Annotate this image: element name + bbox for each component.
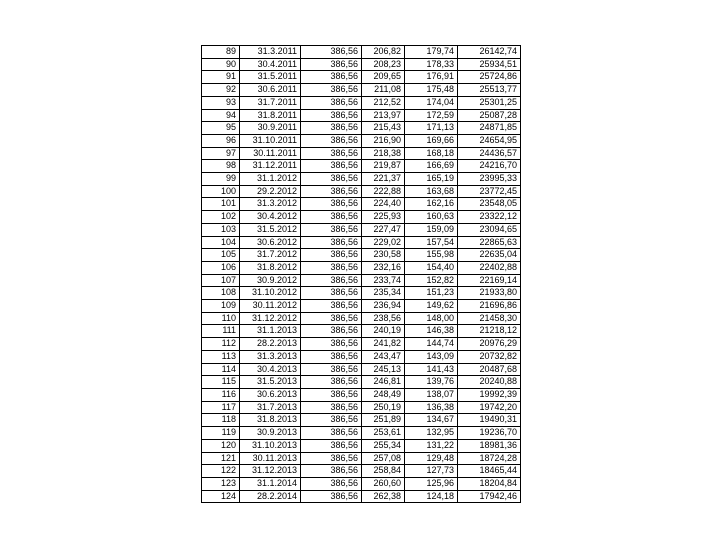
balance-cell: 23995,33 <box>458 173 521 186</box>
principal-cell: 218,38 <box>362 147 405 160</box>
payment-cell: 386,56 <box>301 223 362 236</box>
balance-cell: 21458,30 <box>458 312 521 325</box>
principal-cell: 246,81 <box>362 376 405 389</box>
row-number-cell: 104 <box>202 236 240 249</box>
principal-cell: 224,40 <box>362 198 405 211</box>
date-cell: 31.7.2013 <box>240 401 301 414</box>
interest-cell: 125,96 <box>405 477 458 490</box>
interest-cell: 162,16 <box>405 198 458 211</box>
date-cell: 31.8.2011 <box>240 109 301 122</box>
row-number-cell: 109 <box>202 300 240 313</box>
row-number-cell: 101 <box>202 198 240 211</box>
table-row <box>202 71 521 84</box>
table-row <box>202 376 521 389</box>
payment-cell: 386,56 <box>301 300 362 313</box>
interest-cell: 176,91 <box>405 71 458 84</box>
payment-cell: 386,56 <box>301 211 362 224</box>
row-number-cell: 92 <box>202 84 240 97</box>
payment-cell: 386,56 <box>301 452 362 465</box>
principal-cell: 238,56 <box>362 312 405 325</box>
row-number-cell: 122 <box>202 465 240 478</box>
balance-cell: 17942,46 <box>458 490 521 503</box>
row-number-cell: 94 <box>202 109 240 122</box>
balance-cell: 18724,28 <box>458 452 521 465</box>
principal-cell: 213,97 <box>362 109 405 122</box>
balance-cell: 20487,68 <box>458 363 521 376</box>
row-number-cell: 100 <box>202 185 240 198</box>
payment-cell: 386,56 <box>301 338 362 351</box>
schedule-table-container <box>201 45 520 503</box>
date-cell: 29.2.2012 <box>240 185 301 198</box>
date-cell: 30.6.2013 <box>240 388 301 401</box>
payment-cell: 386,56 <box>301 388 362 401</box>
date-cell: 31.7.2012 <box>240 249 301 262</box>
table-row <box>202 465 521 478</box>
principal-cell: 209,65 <box>362 71 405 84</box>
interest-cell: 166,69 <box>405 160 458 173</box>
row-number-cell: 110 <box>202 312 240 325</box>
payment-cell: 386,56 <box>301 84 362 97</box>
principal-cell: 216,90 <box>362 134 405 147</box>
payment-cell: 386,56 <box>301 58 362 71</box>
date-cell: 31.1.2013 <box>240 325 301 338</box>
row-number-cell: 113 <box>202 350 240 363</box>
payment-cell: 386,56 <box>301 261 362 274</box>
row-number-cell: 103 <box>202 223 240 236</box>
principal-cell: 250,19 <box>362 401 405 414</box>
table-row <box>202 84 521 97</box>
interest-cell: 178,33 <box>405 58 458 71</box>
date-cell: 31.1.2014 <box>240 477 301 490</box>
interest-cell: 168,18 <box>405 147 458 160</box>
interest-cell: 129,48 <box>405 452 458 465</box>
table-row <box>202 350 521 363</box>
payment-cell: 386,56 <box>301 249 362 262</box>
table-row <box>202 414 521 427</box>
balance-cell: 25087,28 <box>458 109 521 122</box>
table-row <box>202 261 521 274</box>
principal-cell: 253,61 <box>362 427 405 440</box>
balance-cell: 19490,31 <box>458 414 521 427</box>
row-number-cell: 108 <box>202 287 240 300</box>
balance-cell: 22635,04 <box>458 249 521 262</box>
table-row <box>202 173 521 186</box>
payment-cell: 386,56 <box>301 465 362 478</box>
row-number-cell: 118 <box>202 414 240 427</box>
table-row <box>202 287 521 300</box>
interest-cell: 151,23 <box>405 287 458 300</box>
table-row <box>202 490 521 503</box>
date-cell: 30.11.2012 <box>240 300 301 313</box>
date-cell: 31.12.2011 <box>240 160 301 173</box>
row-number-cell: 121 <box>202 452 240 465</box>
interest-cell: 132,95 <box>405 427 458 440</box>
payment-cell: 386,56 <box>301 490 362 503</box>
principal-cell: 258,84 <box>362 465 405 478</box>
table-row <box>202 249 521 262</box>
interest-cell: 165,19 <box>405 173 458 186</box>
payment-cell: 386,56 <box>301 312 362 325</box>
payment-cell: 386,56 <box>301 160 362 173</box>
interest-cell: 174,04 <box>405 96 458 109</box>
balance-cell: 23322,12 <box>458 211 521 224</box>
interest-cell: 154,40 <box>405 261 458 274</box>
row-number-cell: 112 <box>202 338 240 351</box>
row-number-cell: 106 <box>202 261 240 274</box>
row-number-cell: 102 <box>202 211 240 224</box>
date-cell: 30.9.2012 <box>240 274 301 287</box>
date-cell: 30.9.2013 <box>240 427 301 440</box>
payment-cell: 386,56 <box>301 414 362 427</box>
payment-cell: 386,56 <box>301 122 362 135</box>
interest-cell: 157,54 <box>405 236 458 249</box>
table-row <box>202 198 521 211</box>
table-row <box>202 185 521 198</box>
table-row <box>202 109 521 122</box>
balance-cell: 25724,86 <box>458 71 521 84</box>
balance-cell: 23548,05 <box>458 198 521 211</box>
row-number-cell: 98 <box>202 160 240 173</box>
table-row <box>202 338 521 351</box>
payment-cell: 386,56 <box>301 477 362 490</box>
payment-cell: 386,56 <box>301 325 362 338</box>
balance-cell: 22402,88 <box>458 261 521 274</box>
row-number-cell: 105 <box>202 249 240 262</box>
principal-cell: 219,87 <box>362 160 405 173</box>
table-row <box>202 300 521 313</box>
principal-cell: 212,52 <box>362 96 405 109</box>
date-cell: 30.9.2011 <box>240 122 301 135</box>
row-number-cell: 89 <box>202 46 240 59</box>
date-cell: 31.3.2013 <box>240 350 301 363</box>
payment-cell: 386,56 <box>301 71 362 84</box>
interest-cell: 124,18 <box>405 490 458 503</box>
interest-cell: 131,22 <box>405 439 458 452</box>
principal-cell: 236,94 <box>362 300 405 313</box>
balance-cell: 22865,63 <box>458 236 521 249</box>
balance-cell: 24654,95 <box>458 134 521 147</box>
balance-cell: 20732,82 <box>458 350 521 363</box>
principal-cell: 235,34 <box>362 287 405 300</box>
interest-cell: 138,07 <box>405 388 458 401</box>
balance-cell: 22169,14 <box>458 274 521 287</box>
balance-cell: 24436,57 <box>458 147 521 160</box>
interest-cell: 175,48 <box>405 84 458 97</box>
principal-cell: 206,82 <box>362 46 405 59</box>
date-cell: 30.6.2011 <box>240 84 301 97</box>
payment-cell: 386,56 <box>301 350 362 363</box>
payment-cell: 386,56 <box>301 109 362 122</box>
date-cell: 31.12.2012 <box>240 312 301 325</box>
table-row <box>202 312 521 325</box>
principal-cell: 257,08 <box>362 452 405 465</box>
payment-cell: 386,56 <box>301 287 362 300</box>
principal-cell: 232,16 <box>362 261 405 274</box>
balance-cell: 18981,36 <box>458 439 521 452</box>
row-number-cell: 93 <box>202 96 240 109</box>
balance-cell: 25301,25 <box>458 96 521 109</box>
payment-cell: 386,56 <box>301 439 362 452</box>
table-row <box>202 439 521 452</box>
date-cell: 31.5.2013 <box>240 376 301 389</box>
date-cell: 31.8.2013 <box>240 414 301 427</box>
interest-cell: 169,66 <box>405 134 458 147</box>
interest-cell: 136,38 <box>405 401 458 414</box>
balance-cell: 20976,29 <box>458 338 521 351</box>
row-number-cell: 119 <box>202 427 240 440</box>
table-row <box>202 401 521 414</box>
row-number-cell: 123 <box>202 477 240 490</box>
row-number-cell: 114 <box>202 363 240 376</box>
table-row <box>202 274 521 287</box>
date-cell: 30.4.2012 <box>240 211 301 224</box>
schedule-table <box>201 45 521 503</box>
date-cell: 31.12.2013 <box>240 465 301 478</box>
date-cell: 31.1.2012 <box>240 173 301 186</box>
interest-cell: 139,76 <box>405 376 458 389</box>
interest-cell: 143,09 <box>405 350 458 363</box>
balance-cell: 19742,20 <box>458 401 521 414</box>
date-cell: 31.8.2012 <box>240 261 301 274</box>
schedule-table-body <box>202 46 521 503</box>
principal-cell: 208,23 <box>362 58 405 71</box>
payment-cell: 386,56 <box>301 401 362 414</box>
date-cell: 30.11.2011 <box>240 147 301 160</box>
date-cell: 31.5.2011 <box>240 71 301 84</box>
row-number-cell: 120 <box>202 439 240 452</box>
principal-cell: 262,38 <box>362 490 405 503</box>
table-row <box>202 427 521 440</box>
payment-cell: 386,56 <box>301 236 362 249</box>
table-row <box>202 452 521 465</box>
date-cell: 31.3.2012 <box>240 198 301 211</box>
row-number-cell: 90 <box>202 58 240 71</box>
interest-cell: 160,63 <box>405 211 458 224</box>
balance-cell: 23094,65 <box>458 223 521 236</box>
interest-cell: 155,98 <box>405 249 458 262</box>
balance-cell: 19236,70 <box>458 427 521 440</box>
row-number-cell: 107 <box>202 274 240 287</box>
table-row <box>202 477 521 490</box>
balance-cell: 21696,86 <box>458 300 521 313</box>
interest-cell: 148,00 <box>405 312 458 325</box>
interest-cell: 134,67 <box>405 414 458 427</box>
interest-cell: 141,43 <box>405 363 458 376</box>
row-number-cell: 99 <box>202 173 240 186</box>
principal-cell: 241,82 <box>362 338 405 351</box>
table-row <box>202 388 521 401</box>
balance-cell: 25934,51 <box>458 58 521 71</box>
interest-cell: 152,82 <box>405 274 458 287</box>
table-row <box>202 46 521 59</box>
table-row <box>202 223 521 236</box>
date-cell: 31.10.2012 <box>240 287 301 300</box>
date-cell: 31.10.2013 <box>240 439 301 452</box>
row-number-cell: 117 <box>202 401 240 414</box>
row-number-cell: 116 <box>202 388 240 401</box>
payment-cell: 386,56 <box>301 134 362 147</box>
table-row <box>202 96 521 109</box>
payment-cell: 386,56 <box>301 274 362 287</box>
balance-cell: 19992,39 <box>458 388 521 401</box>
interest-cell: 146,38 <box>405 325 458 338</box>
principal-cell: 211,08 <box>362 84 405 97</box>
date-cell: 30.6.2012 <box>240 236 301 249</box>
table-row <box>202 211 521 224</box>
date-cell: 31.10.2011 <box>240 134 301 147</box>
table-row <box>202 325 521 338</box>
interest-cell: 144,74 <box>405 338 458 351</box>
payment-cell: 386,56 <box>301 147 362 160</box>
date-cell: 31.3.2011 <box>240 46 301 59</box>
balance-cell: 24216,70 <box>458 160 521 173</box>
row-number-cell: 115 <box>202 376 240 389</box>
balance-cell: 24871,85 <box>458 122 521 135</box>
interest-cell: 149,62 <box>405 300 458 313</box>
row-number-cell: 111 <box>202 325 240 338</box>
principal-cell: 251,89 <box>362 414 405 427</box>
date-cell: 31.7.2011 <box>240 96 301 109</box>
principal-cell: 248,49 <box>362 388 405 401</box>
principal-cell: 229,02 <box>362 236 405 249</box>
principal-cell: 225,93 <box>362 211 405 224</box>
principal-cell: 221,37 <box>362 173 405 186</box>
date-cell: 28.2.2014 <box>240 490 301 503</box>
row-number-cell: 124 <box>202 490 240 503</box>
interest-cell: 172,59 <box>405 109 458 122</box>
principal-cell: 222,88 <box>362 185 405 198</box>
balance-cell: 20240,88 <box>458 376 521 389</box>
principal-cell: 215,43 <box>362 122 405 135</box>
payment-cell: 386,56 <box>301 185 362 198</box>
interest-cell: 127,73 <box>405 465 458 478</box>
principal-cell: 240,19 <box>362 325 405 338</box>
principal-cell: 243,47 <box>362 350 405 363</box>
table-row <box>202 147 521 160</box>
date-cell: 30.4.2011 <box>240 58 301 71</box>
interest-cell: 171,13 <box>405 122 458 135</box>
payment-cell: 386,56 <box>301 376 362 389</box>
date-cell: 30.4.2013 <box>240 363 301 376</box>
table-row <box>202 58 521 71</box>
balance-cell: 18465,44 <box>458 465 521 478</box>
principal-cell: 230,58 <box>362 249 405 262</box>
balance-cell: 21933,80 <box>458 287 521 300</box>
payment-cell: 386,56 <box>301 96 362 109</box>
payment-cell: 386,56 <box>301 173 362 186</box>
payment-cell: 386,56 <box>301 198 362 211</box>
row-number-cell: 91 <box>202 71 240 84</box>
table-row <box>202 134 521 147</box>
interest-cell: 179,74 <box>405 46 458 59</box>
payment-cell: 386,56 <box>301 427 362 440</box>
interest-cell: 163,68 <box>405 185 458 198</box>
interest-cell: 159,09 <box>405 223 458 236</box>
date-cell: 31.5.2012 <box>240 223 301 236</box>
principal-cell: 227,47 <box>362 223 405 236</box>
payment-cell: 386,56 <box>301 363 362 376</box>
balance-cell: 23772,45 <box>458 185 521 198</box>
table-row <box>202 160 521 173</box>
date-cell: 28.2.2013 <box>240 338 301 351</box>
row-number-cell: 97 <box>202 147 240 160</box>
principal-cell: 233,74 <box>362 274 405 287</box>
table-row <box>202 122 521 135</box>
principal-cell: 245,13 <box>362 363 405 376</box>
principal-cell: 260,60 <box>362 477 405 490</box>
principal-cell: 255,34 <box>362 439 405 452</box>
table-row <box>202 363 521 376</box>
balance-cell: 21218,12 <box>458 325 521 338</box>
balance-cell: 26142,74 <box>458 46 521 59</box>
table-row <box>202 236 521 249</box>
date-cell: 30.11.2013 <box>240 452 301 465</box>
payment-cell: 386,56 <box>301 46 362 59</box>
balance-cell: 18204,84 <box>458 477 521 490</box>
row-number-cell: 96 <box>202 134 240 147</box>
row-number-cell: 95 <box>202 122 240 135</box>
balance-cell: 25513,77 <box>458 84 521 97</box>
